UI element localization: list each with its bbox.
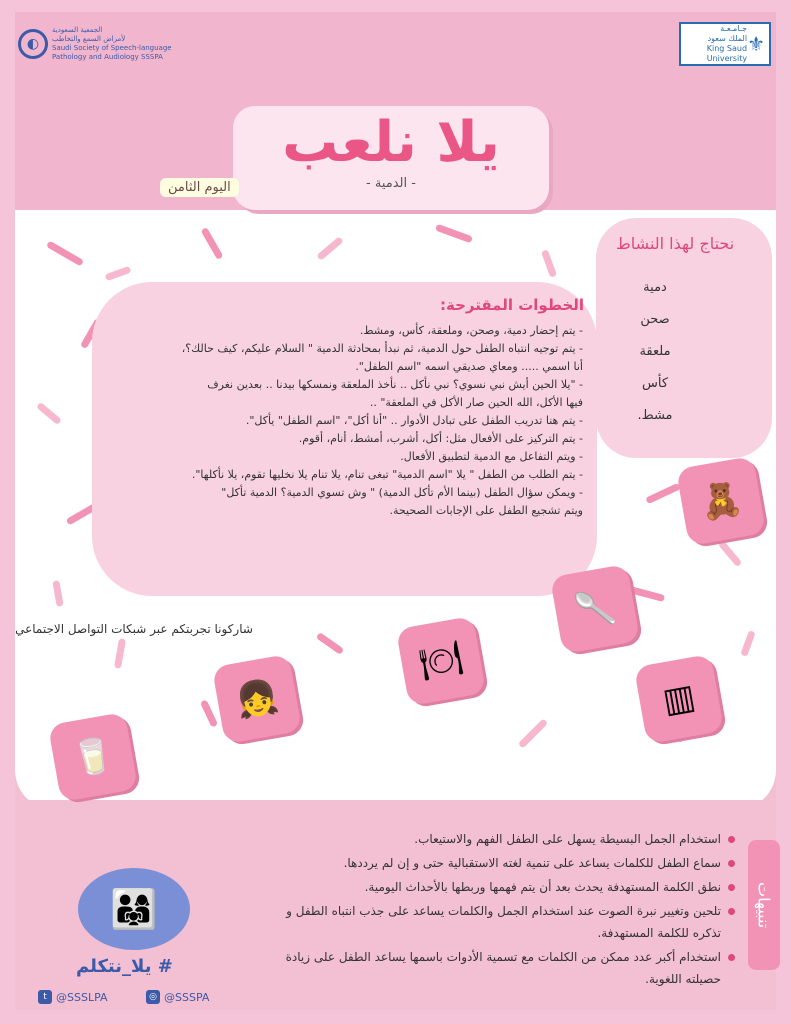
list-item: - يتم إحضار دمية، وصحن، وملعقة، كأس، ومشط. — [359, 324, 583, 337]
list-item: دمية — [643, 280, 667, 295]
list-item: كأس — [641, 376, 669, 391]
sssp-logo — [18, 26, 172, 62]
list-item: - يتم توجيه انتباه الطفل حول الدمية، ثم نبدأ بمحادثة الدمية " السلام عليكم، كيف حالك؟، — [181, 342, 583, 355]
page-subtitle: - الدمية - — [366, 176, 416, 191]
list-item: تلحين وتغيير نبرة الصوت عند استخدام الجمل والكلمات يساعد على جذب انتباه الطفل و تذكره للكلمة المستهدفة. — [260, 900, 735, 944]
list-item: نطق الكلمة المستهدفة يحدث بعد أن يتم فهمها وربطها بالأحداث اليومية. — [260, 876, 735, 898]
comb-icon: ▥ — [634, 654, 724, 744]
doll-icon: 👧 — [212, 654, 302, 744]
notes-list — [260, 828, 735, 992]
share-text: شاركونا تجربتكم عبر شبكات التواصل الاجتماعي — [15, 622, 253, 636]
family-illustration-icon: 👨‍👩‍👧 — [78, 868, 190, 950]
notes-label: تنبيهات — [748, 840, 780, 970]
steps-heading: الخطوات المقترحة: — [440, 296, 585, 314]
ear-logo-icon: ◐ — [18, 29, 48, 59]
list-item: فيها الأكل، الله الحين صار الأكل في الملعقة" .. — [369, 396, 583, 409]
instagram-handle[interactable]: ◎ @SSSPA — [146, 990, 209, 1004]
list-item: استخدام أكبر عدد ممكن من الكلمات مع تسمية الأدوات باسمها يساعد الطفل على زيادة حصيلته اللغوية. — [260, 946, 735, 990]
sssp-logo-text: الجمعية السعودية لأمراض السمع والتخاطب Saudi Society of Speech-language Pathology and Audiology SSSPA — [52, 26, 172, 61]
teddy-bear-icon: 🧸 — [676, 456, 766, 546]
needs-list — [600, 272, 710, 432]
list-item: صحن — [640, 312, 670, 327]
list-item: استخدام الجمل البسيطة يسهل على الطفل الفهم والاستيعاب. — [260, 828, 735, 850]
title-box — [233, 106, 549, 210]
ksu-logo-text: جـامـعـة الملك سعود King Saud University — [706, 24, 748, 63]
spoon-icon: 🥄 — [550, 564, 640, 654]
list-item: أنا اسمي ..... ومعاي صديقي اسمه "اسم الطفل". — [355, 360, 583, 373]
twitter-icon: t — [38, 990, 52, 1004]
list-item: - يتم التركيز على الأفعال مثل: أكل، أشرب، أمشط، أنام، أقوم. — [298, 432, 583, 445]
list-item: - ويتم التفاعل مع الدمية لتطبيق الأفعال. — [400, 450, 583, 463]
ksu-logo — [679, 22, 771, 66]
list-item: - ويمكن سؤال الطفل (بينما الأم تأكل الدمية) " وش تسوي الدمية؟ الدمية تأكل" — [221, 486, 583, 499]
list-item: ويتم تشجيع الطفل على الإجابات الصحيحة. — [389, 504, 583, 517]
needs-heading: نحتاج لهذا النشاط — [616, 234, 735, 253]
hashtag: # يلا_نتكلم — [76, 956, 173, 977]
list-item: - "يلا الحين أيش نبي نسوي؟ نبي نأكل .. نأخذ الملعقة ونمسكها بيدنا .. بعدين نغرف — [207, 378, 583, 391]
day-label: اليوم الثامن — [160, 178, 239, 197]
instagram-icon: ◎ — [146, 990, 160, 1004]
steps-list — [118, 322, 583, 520]
plate-icon: 🍽 — [396, 616, 486, 706]
list-item: مشط. — [637, 408, 673, 423]
twitter-handle[interactable]: t @SSSLPA — [38, 990, 108, 1004]
page-title: يلا نلعب — [282, 110, 500, 175]
list-item: - يتم هنا تدريب الطفل على تبادل الأدوار .. "أنا أكل"، "اسم الطفل" يأكل". — [245, 414, 583, 427]
list-item: سماع الطفل للكلمات يساعد على تنمية لغته الاستقبالية حتى و إن لم يرددها. — [260, 852, 735, 874]
palm-emblem-icon: ⚜ — [747, 32, 765, 56]
list-item: - يتم الطلب من الطفل " يلا "اسم الدمية" تبغى تنام، يلا تنام يلا نخليها تقوم، يلا نأكلها". — [191, 468, 583, 481]
glass-icon: 🥛 — [48, 712, 138, 802]
list-item: ملعقة — [639, 344, 671, 359]
